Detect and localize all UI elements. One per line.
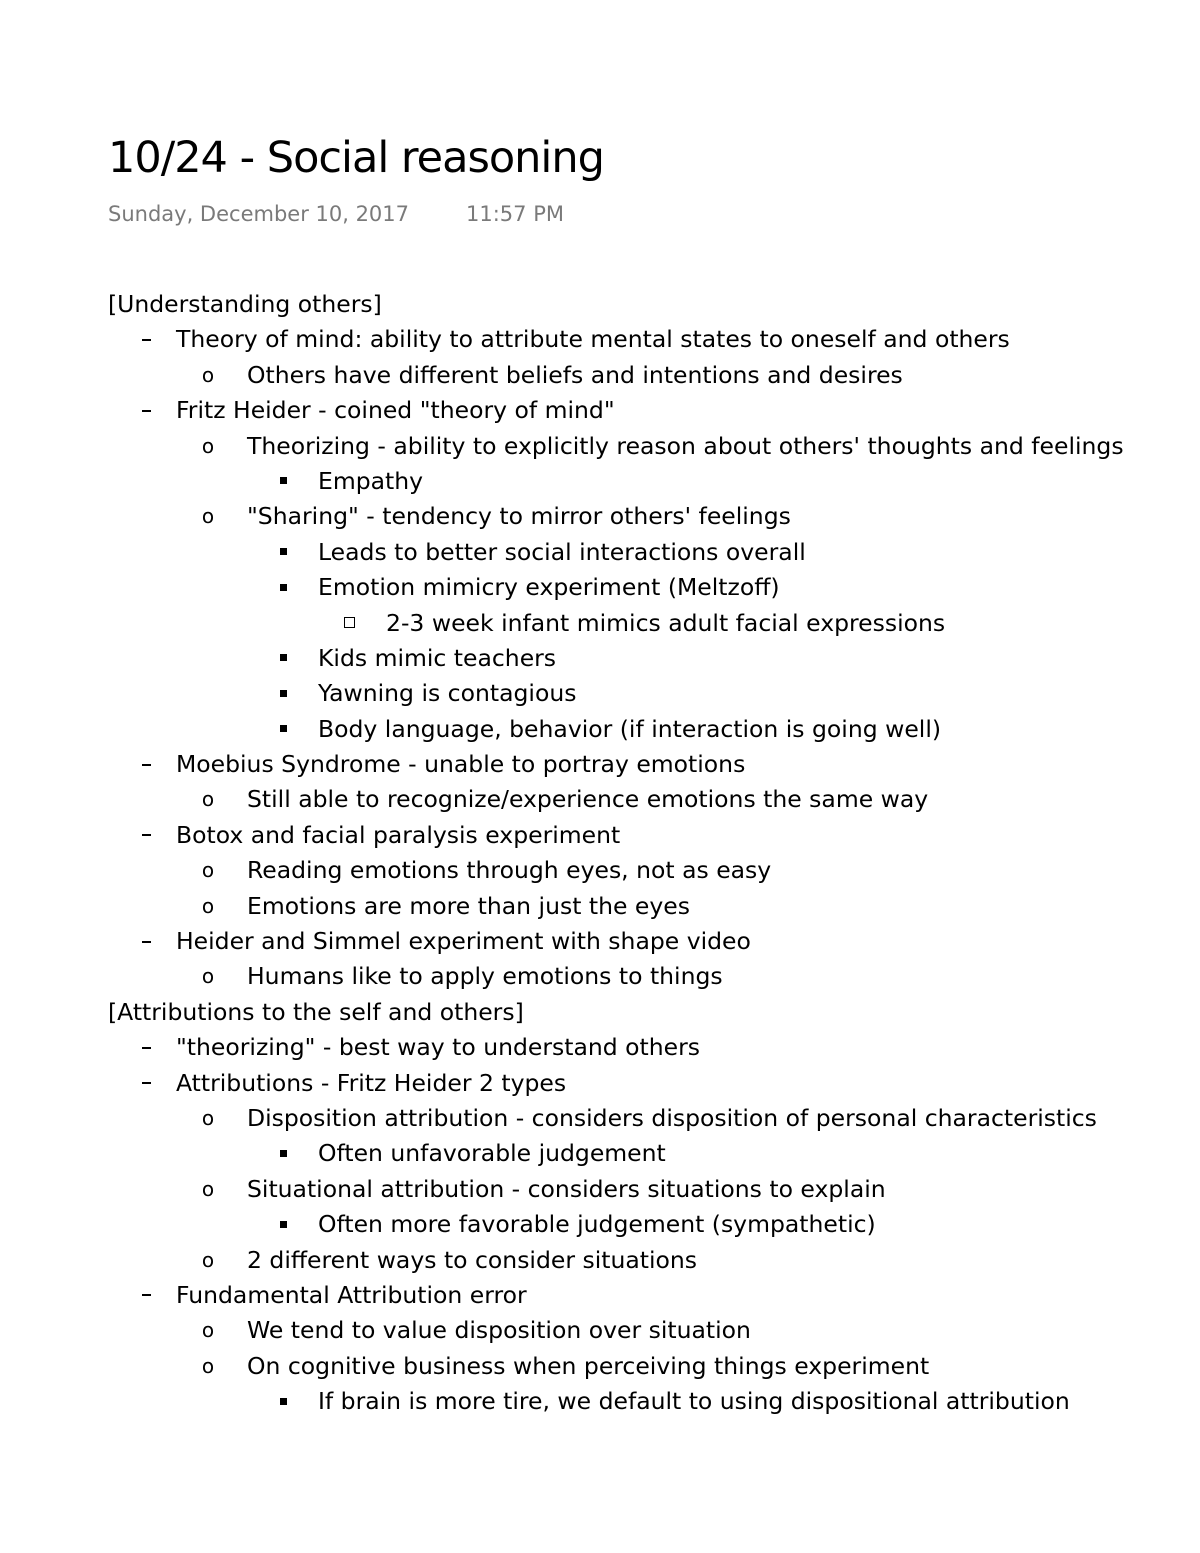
square-bullet-icon [277,1136,289,1171]
hollow-square-bullet-icon [340,606,358,641]
list-item [0,1313,1200,1348]
list-item [0,1172,1200,1207]
page-title: 10/24 - Social reasoning [108,133,604,183]
list-item-text: Emotion mimicry experiment (Meltzoff) [318,573,780,602]
list-item [0,1278,1200,1313]
circle-bullet-icon: o [201,1105,215,1130]
list-item-text: Fritz Heider - coined "theory of mind" [176,396,615,425]
list-item [0,853,1200,888]
list-item-text: "theorizing" - best way to understand others [176,1033,701,1062]
list-item [0,322,1200,357]
list-item-text: Empathy [318,466,424,495]
page-date: Sunday, December 10, 2017 [108,202,410,226]
list-item [0,1243,1200,1278]
page-bottom-margin [0,1437,1200,1553]
list-item-text: On cognitive business when perceiving things experiment [247,1351,930,1380]
list-item-text: Reading emotions through eyes, not as easy [247,856,772,885]
list-item [0,818,1200,853]
square-bullet-icon [277,570,289,605]
list-item-text: Leads to better social interactions overall [318,537,806,566]
circle-bullet-icon: o [201,504,215,529]
square-bullet-icon [277,1384,289,1419]
notes-outline [0,287,1200,1437]
list-item-text: 2 different ways to consider situations [247,1245,698,1274]
dash-bullet-icon [140,393,152,428]
circle-bullet-icon: o [201,433,215,458]
list-item [0,1066,1200,1101]
list-item-text: Fundamental Attribution error [176,1280,527,1309]
circle-bullet-icon: o [201,362,215,387]
list-item-text: Often unfavorable judgement [318,1139,666,1168]
square-bullet-icon [277,641,289,676]
square-bullet-icon [277,1207,289,1242]
square-bullet-icon [277,535,289,570]
list-item [0,641,1200,676]
circle-bullet-icon: o [201,893,215,918]
list-item [0,959,1200,994]
dash-bullet-icon [140,1030,152,1065]
list-item-text: Attributions - Fritz Heider 2 types [176,1068,567,1097]
list-item [0,676,1200,711]
list-item [0,712,1200,747]
list-item [0,889,1200,924]
section-heading-text: [Understanding others] [108,290,382,318]
section-heading [0,287,1200,322]
list-item-text: Others have different beliefs and intentions and desires [247,360,903,389]
list-item-text: Body language, behavior (if interaction is going well) [318,714,942,743]
list-item [0,499,1200,534]
circle-bullet-icon: o [201,1353,215,1378]
list-item [0,606,1200,641]
list-item [0,1207,1200,1242]
list-item-text: 2-3 week infant mimics adult facial expressions [386,608,946,637]
list-item-text: Humans like to apply emotions to things [247,962,723,991]
list-item-text: Situational attribution - considers situations to explain [247,1174,886,1203]
list-item-text: Yawning is contagious [318,679,577,708]
list-item-text: We tend to value disposition over situation [247,1316,751,1345]
dash-bullet-icon [140,322,152,357]
square-bullet-icon [277,712,289,747]
square-bullet-icon [277,676,289,711]
circle-bullet-icon: o [201,1176,215,1201]
list-item-text: Heider and Simmel experiment with shape video [176,927,751,956]
list-item-text: Still able to recognize/experience emotions the same way [247,785,929,814]
dash-bullet-icon [140,1278,152,1313]
list-item [0,393,1200,428]
circle-bullet-icon: o [201,1318,215,1343]
list-item [0,1030,1200,1065]
list-item-text: Kids mimic teachers [318,643,557,672]
page-time: 11:57 PM [466,202,564,226]
list-item-text: Often more favorable judgement (sympathetic) [318,1210,876,1239]
list-item-text: Disposition attribution - considers disposition of personal characteristics [247,1103,1097,1132]
list-item [0,358,1200,393]
dash-bullet-icon [140,1066,152,1101]
list-item [0,1349,1200,1384]
section-heading [0,995,1200,1030]
section-heading-text: [Attributions to the self and others] [108,997,524,1026]
dash-bullet-icon [140,747,152,782]
circle-bullet-icon: o [201,787,215,812]
list-item [0,1384,1200,1419]
list-item [0,924,1200,959]
list-item [0,1136,1200,1171]
list-item-text: "Sharing" - tendency to mirror others' feelings [247,502,791,531]
list-item [0,429,1200,464]
dash-bullet-icon [140,924,152,959]
page-timestamp [108,200,564,228]
list-item-text: Moebius Syndrome - unable to portray emotions [176,750,746,779]
circle-bullet-icon: o [201,964,215,989]
list-item [0,747,1200,782]
circle-bullet-icon: o [201,1247,215,1272]
list-item-text: If brain is more tire, we default to using dispositional attribution [318,1387,1070,1416]
square-bullet-icon [277,464,289,499]
list-item-text: Theory of mind: ability to attribute mental states to oneself and others [176,325,1010,354]
circle-bullet-icon: o [201,858,215,883]
list-item-text: Emotions are more than just the eyes [247,891,690,920]
list-item [0,782,1200,817]
list-item-text: Botox and facial paralysis experiment [176,820,621,849]
list-item-text: Theorizing - ability to explicitly reason about others' thoughts and feelings [247,431,1124,460]
list-item [0,570,1200,605]
list-item [0,535,1200,570]
list-item [0,464,1200,499]
list-item [0,1101,1200,1136]
dash-bullet-icon [140,818,152,853]
